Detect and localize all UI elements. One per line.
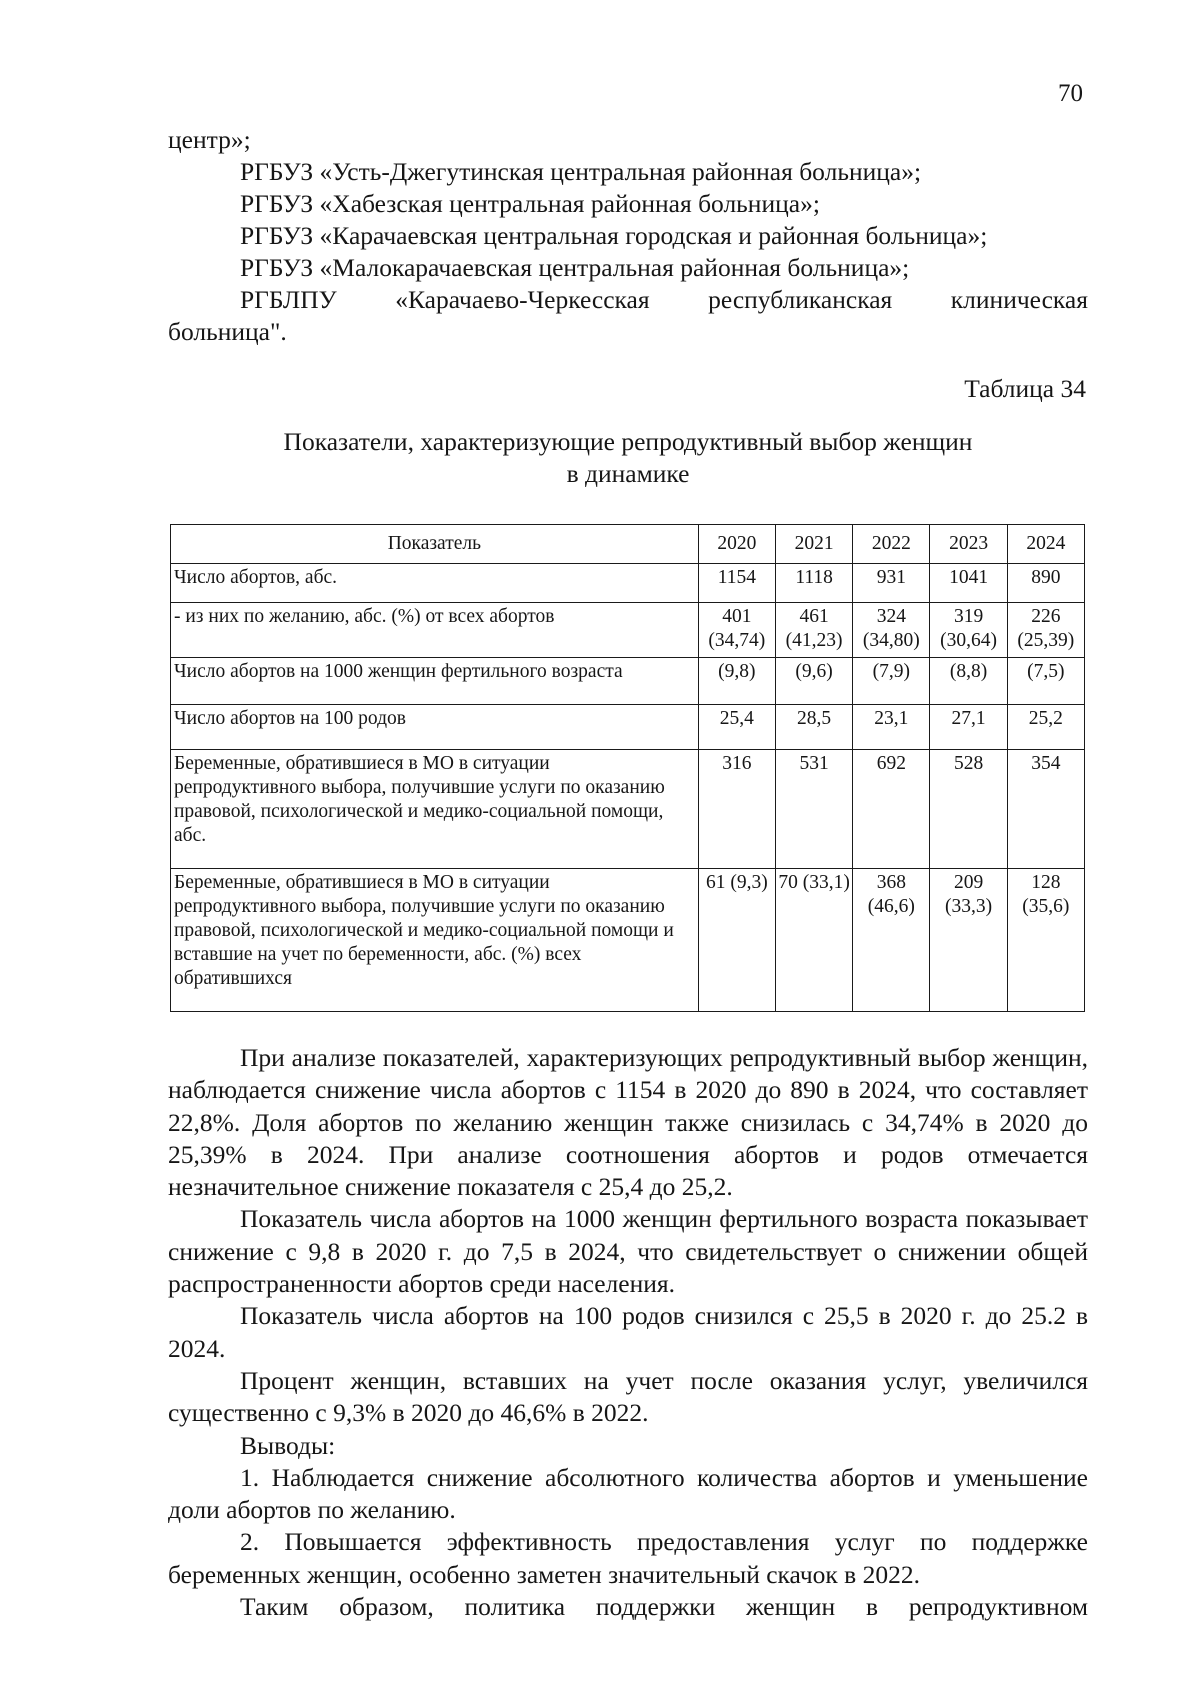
row-value: (7,9) — [853, 658, 930, 705]
row-value: 23,1 — [853, 705, 930, 750]
table-title — [168, 426, 1088, 490]
hospital-list — [168, 124, 1088, 348]
row-value: 401 (34,74) — [698, 603, 775, 658]
table-row — [171, 750, 1085, 869]
row-value: 890 — [1007, 564, 1084, 603]
row-value: 27,1 — [930, 705, 1007, 750]
list-continuation: центр»; — [168, 125, 251, 154]
row-value: 461 (41,23) — [775, 603, 852, 658]
word: республиканская — [708, 285, 893, 314]
table-row — [171, 658, 1085, 705]
list-item-justified — [168, 284, 1088, 316]
indicators-table — [170, 524, 1085, 1012]
row-value: 25,2 — [1007, 705, 1084, 750]
table-title-line: в динамике — [566, 459, 690, 488]
paragraph: Процент женщин, вставших на учет после оказания услуг, увеличился существенно с 9,3% в 2020 до 46,6% в 2022. — [168, 1365, 1088, 1428]
row-value: 354 — [1007, 750, 1084, 869]
row-value: (9,8) — [698, 658, 775, 705]
row-value: 1041 — [930, 564, 1007, 603]
row-indicator: - из них по желанию, абс. (%) от всех абортов — [171, 603, 699, 658]
row-value: 319 (30,64) — [930, 603, 1007, 658]
row-value: 25,4 — [698, 705, 775, 750]
row-indicator: Число абортов, абс. — [171, 564, 699, 603]
table-title-line: Показатели, характеризующие репродуктивный выбор женщин — [283, 427, 973, 456]
analysis-text — [168, 1042, 1088, 1623]
row-value: 368 (46,6) — [853, 869, 930, 1012]
table-row — [171, 869, 1085, 1012]
row-value: 1154 — [698, 564, 775, 603]
word: РГБЛПУ — [240, 285, 337, 314]
row-indicator: Беременные, обратившиеся в МО в ситуации репродуктивного выбора, получившие услуги по оказанию правовой, психологической и медико-социальной помощи и вставшие на учет по беременности, абс. (%) всех обратившихся — [171, 869, 699, 1012]
row-value: 209 (33,3) — [930, 869, 1007, 1012]
paragraph: Таким образом, политика поддержки женщин в репродуктивном — [240, 1592, 1088, 1622]
row-value: 316 — [698, 750, 775, 869]
row-value: (8,8) — [930, 658, 1007, 705]
word: клиническая — [950, 285, 1088, 314]
table-row — [171, 603, 1085, 658]
header-year: 2024 — [1007, 525, 1084, 564]
header-year: 2023 — [930, 525, 1007, 564]
paragraph: Показатель числа абортов на 100 родов снизился с 25,5 в 2020 г. до 25.2 в 2024. — [168, 1301, 1088, 1363]
row-value: (9,6) — [775, 658, 852, 705]
table-label: Таблица 34 — [964, 374, 1086, 403]
conclusions-heading: Выводы: — [240, 1430, 336, 1460]
row-value: 70 (33,1) — [775, 869, 852, 1012]
row-value: (7,5) — [1007, 658, 1084, 705]
row-indicator: Беременные, обратившиеся в МО в ситуации репродуктивного выбора, получившие услуги по оказанию правовой, психологической и медико-социальной помощи, абс. — [171, 750, 699, 869]
row-value: 692 — [853, 750, 930, 869]
list-item-end: больница". — [168, 317, 287, 346]
list-item: РГБУЗ «Усть-Джегутинская центральная районная больница»; — [240, 157, 922, 186]
row-value: 531 — [775, 750, 852, 869]
conclusion-item: 2. Повышается эффективность предоставления услуг по поддержке беременных женщин, особенно заметен значительный скачок в 2022. — [168, 1527, 1088, 1589]
list-item: РГБУЗ «Карачаевская центральная городская и районная больница»; — [240, 221, 988, 250]
row-indicator: Число абортов на 1000 женщин фертильного возраста — [171, 658, 699, 705]
row-value: 226 (25,39) — [1007, 603, 1084, 658]
header-indicator: Показатель — [171, 525, 699, 564]
row-value: 324 (34,80) — [853, 603, 930, 658]
header-year: 2020 — [698, 525, 775, 564]
row-value: 528 — [930, 750, 1007, 869]
row-indicator: Число абортов на 100 родов — [171, 705, 699, 750]
table-row — [171, 705, 1085, 750]
word: «Карачаево-Черкесская — [395, 285, 650, 314]
paragraph: При анализе показателей, характеризующих репродуктивный выбор женщин, наблюдается снижение числа абортов с 1154 в 2020 до 890 в 2024, что составляет 22,8%. Доля абортов по желанию женщин также снизилась с 34,74% в 2020 до 25,39% в 2024. При анализе соотношения абортов и родов отмечается незначительное снижение показателя с 25,4 до 25,2. — [168, 1043, 1088, 1202]
row-value: 61 (9,3) — [698, 869, 775, 1012]
list-item: РГБУЗ «Хабезская центральная районная больница»; — [240, 189, 820, 218]
page-number: 70 — [1058, 80, 1083, 107]
row-value: 931 — [853, 564, 930, 603]
row-value: 128 (35,6) — [1007, 869, 1084, 1012]
row-value: 28,5 — [775, 705, 852, 750]
list-item: РГБУЗ «Малокарачаевская центральная районная больница»; — [240, 253, 910, 282]
paragraph: Показатель числа абортов на 1000 женщин фертильного возраста показывает снижение с 9,8 в 2020 г. до 7,5 в 2024, что свидетельствует о снижении общей распространенности абортов среди населения. — [168, 1204, 1088, 1299]
row-value: 1118 — [775, 564, 852, 603]
table-row — [171, 564, 1085, 603]
header-year: 2021 — [775, 525, 852, 564]
table-header-row — [171, 525, 1085, 564]
conclusion-item: 1. Наблюдается снижение абсолютного количества абортов и уменьшение доли абортов по желанию. — [168, 1462, 1088, 1525]
header-year: 2022 — [853, 525, 930, 564]
